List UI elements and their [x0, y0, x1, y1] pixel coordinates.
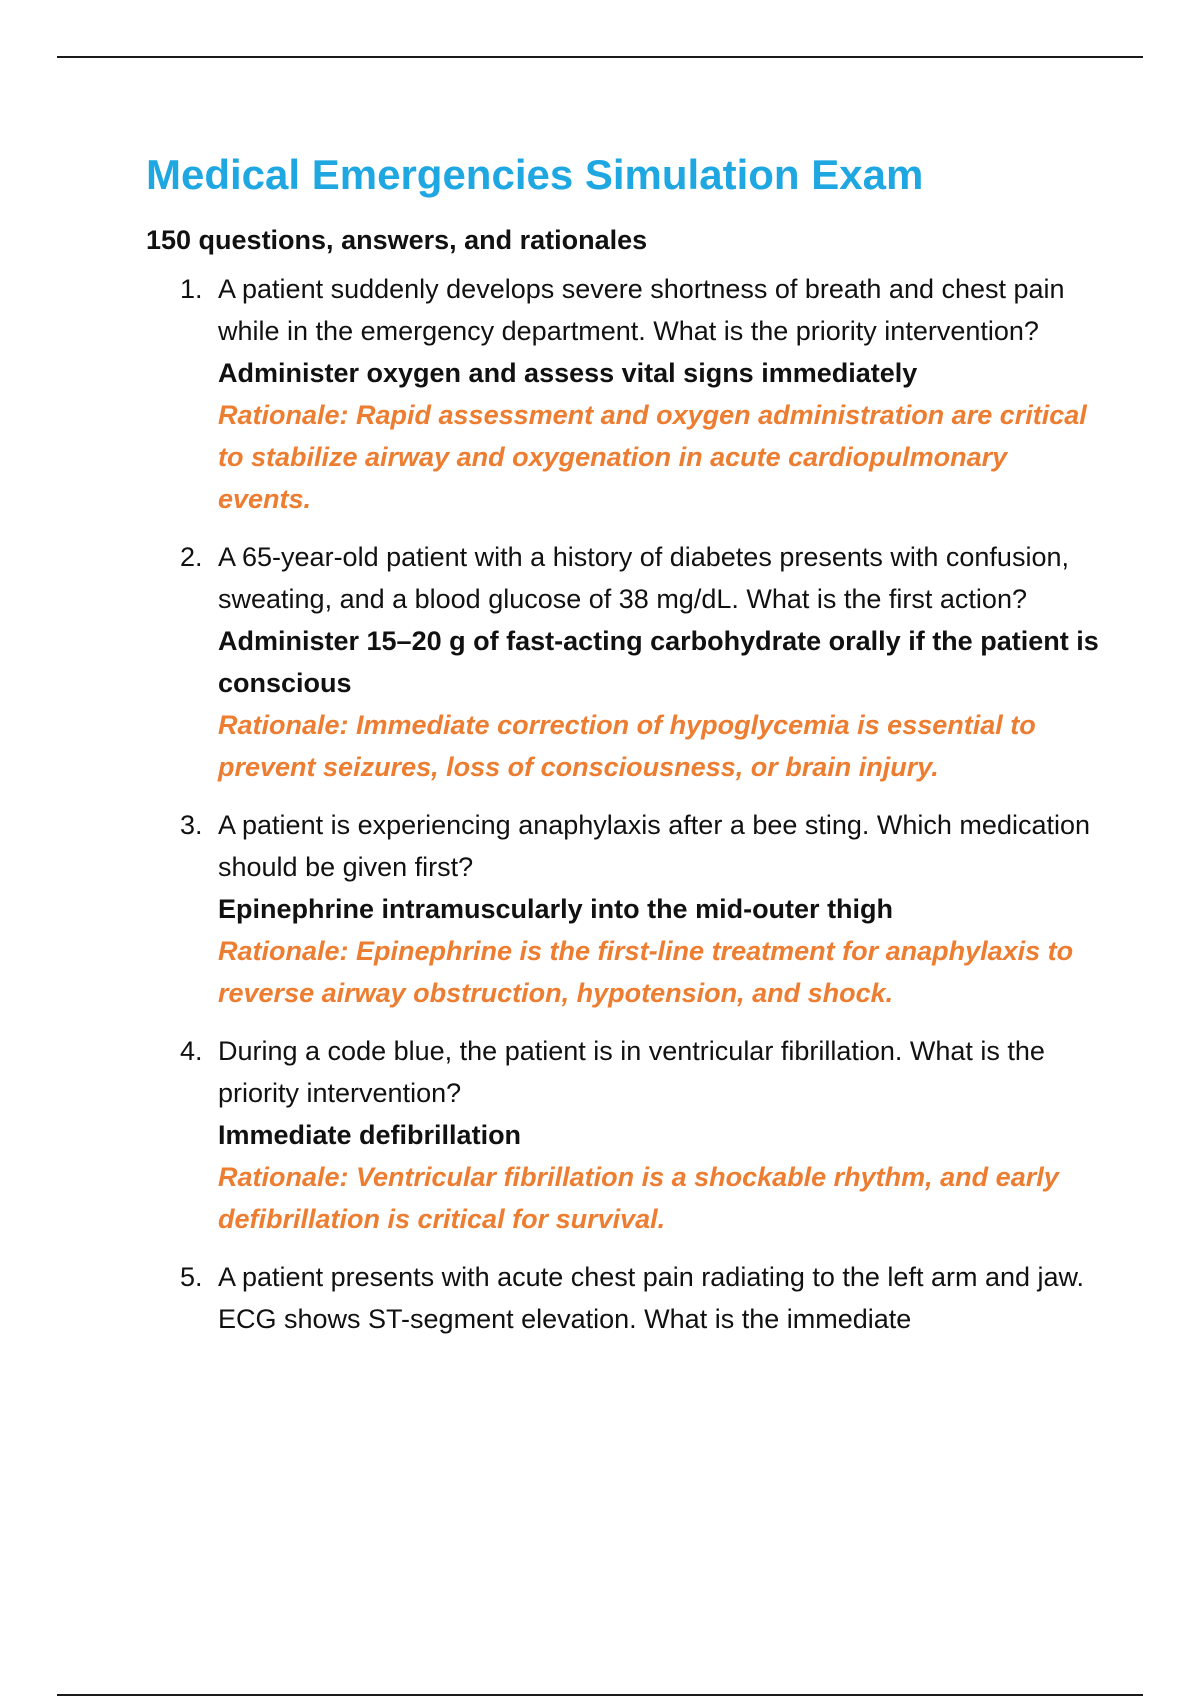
question-number: 3.	[180, 810, 203, 840]
footer-rule	[57, 1694, 1143, 1696]
rationale-text: Rationale: Immediate correction of hypoglycemia is essential to prevent seizures, loss of consciousness, or brain injury.	[218, 710, 1036, 782]
answer-text: Administer 15–20 g of fast-acting carbohydrate orally if the patient is conscious	[218, 626, 1099, 698]
question-item-4	[146, 1030, 1106, 1240]
answer-text: Administer oxygen and assess vital signs immediately	[218, 358, 918, 388]
rationale-text: Rationale: Rapid assessment and oxygen administration are critical to stabilize airway and oxygenation in acute cardiopulmonary events.	[218, 400, 1087, 514]
question-item-5	[146, 1256, 1106, 1340]
rationale-text: Rationale: Epinephrine is the first-line treatment for anaphylaxis to reverse airway obstruction, hypotension, and shock.	[218, 936, 1074, 1008]
question-text: During a code blue, the patient is in ventricular fibrillation. What is the priority intervention?	[218, 1036, 1045, 1108]
question-text: A 65-year-old patient with a history of diabetes presents with confusion, sweating, and a blood glucose of 38 mg/dL. What is the first action?	[218, 542, 1069, 614]
question-number: 1.	[180, 274, 203, 304]
document-content	[146, 145, 1106, 1356]
question-item-1	[146, 268, 1106, 520]
question-item-3	[146, 804, 1106, 1014]
question-text: A patient suddenly develops severe shortness of breath and chest pain while in the emergency department. What is the priority intervention?	[218, 274, 1065, 346]
question-number: 4.	[180, 1036, 203, 1066]
question-text: A patient presents with acute chest pain radiating to the left arm and jaw. ECG shows ST-segment elevation. What is the immediate	[218, 1262, 1085, 1334]
document-title: Medical Emergencies Simulation Exam	[146, 151, 924, 198]
question-number: 2.	[180, 542, 203, 572]
question-number: 5.	[180, 1262, 203, 1292]
question-text: A patient is experiencing anaphylaxis after a bee sting. Which medication should be given first?	[218, 810, 1091, 882]
question-list	[146, 268, 1106, 1340]
document-subtitle: 150 questions, answers, and rationales	[146, 225, 648, 255]
answer-text: Immediate defibrillation	[218, 1120, 522, 1150]
answer-text: Epinephrine intramuscularly into the mid-outer thigh	[218, 894, 894, 924]
rationale-text: Rationale: Ventricular fibrillation is a shockable rhythm, and early defibrillation is critical for survival.	[218, 1162, 1059, 1234]
question-item-2	[146, 536, 1106, 788]
header-rule	[57, 56, 1143, 58]
